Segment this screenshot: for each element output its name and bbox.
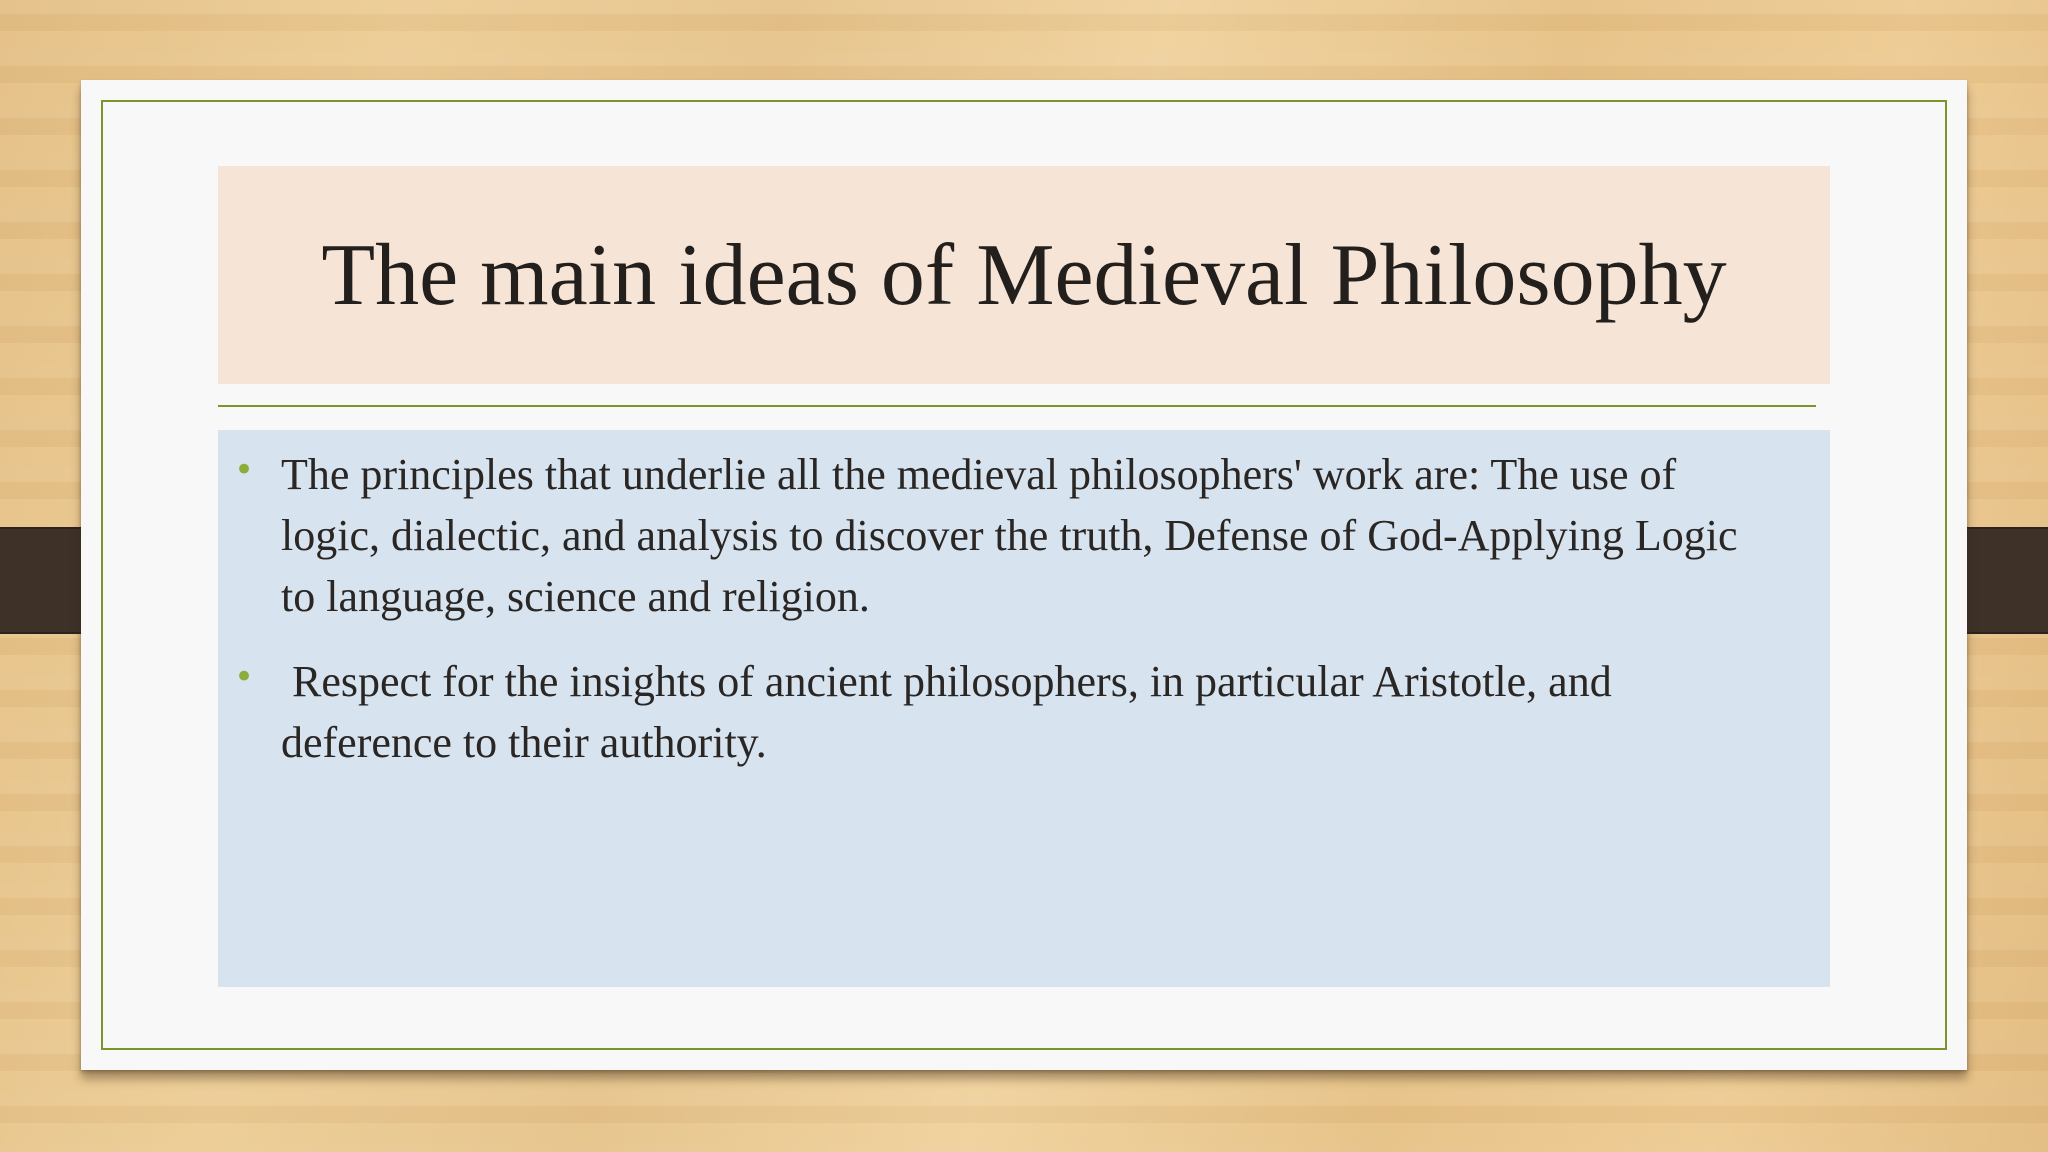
bullet-dot-icon: • [234, 450, 255, 490]
bullet-item [218, 651, 1778, 773]
bullet-item [218, 444, 1778, 627]
slide-card [81, 80, 1967, 1070]
bullet-list [218, 444, 1778, 797]
title-band [218, 166, 1830, 384]
title-divider [218, 405, 1816, 407]
bullet-text: Respect for the insights of ancient philosophers, in particular Aristotle, and deference to their authority. [281, 657, 1623, 767]
bullet-dot-icon: • [234, 657, 255, 697]
content-band [218, 430, 1830, 987]
slide-title: The main ideas of Medieval Philosophy [321, 226, 1727, 324]
bullet-text: The principles that underlie all the medieval philosophers' work are: The use of logic, dialectic, and analysis to discover the truth, Defense of God-Applying Logic to language, science and religion. [281, 450, 1738, 621]
